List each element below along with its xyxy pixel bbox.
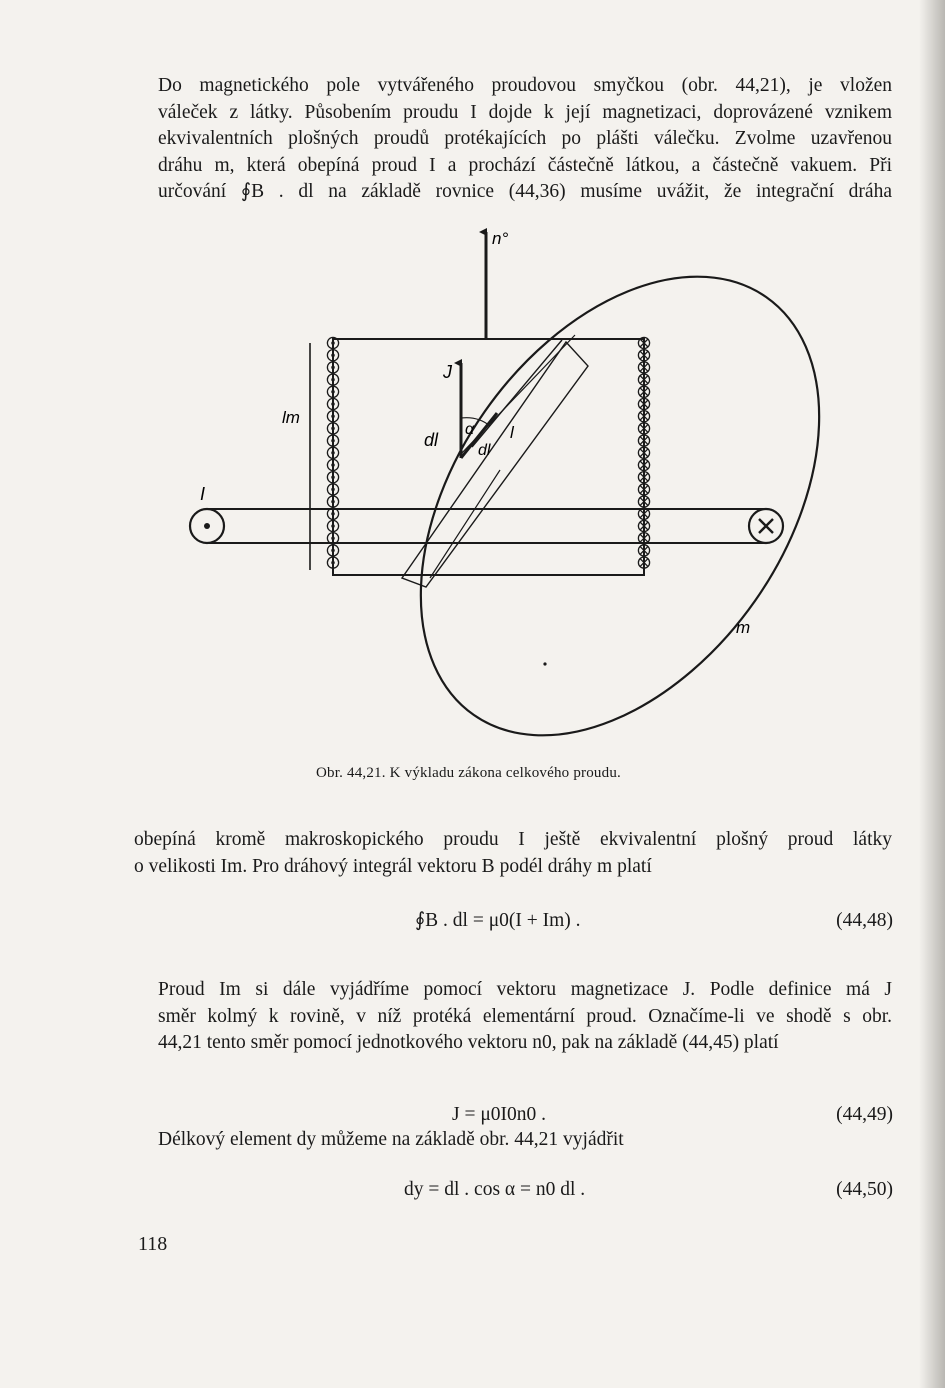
equation-44-48: ∮B . dl = μ0(I + Im) . bbox=[415, 910, 581, 931]
center-dot bbox=[543, 662, 546, 665]
page-number: 118 bbox=[138, 1233, 168, 1255]
figure-caption: Obr. 44,21. K výkladu zákona celkového proudu. bbox=[316, 765, 621, 781]
coil-dot-center bbox=[332, 549, 334, 551]
paragraph-3-line-3: 44,21 tento směr pomocí jednotkového vektoru n0, pak na základě (44,45) platí bbox=[158, 1032, 779, 1053]
coil-dot-center bbox=[332, 403, 334, 405]
equation-44-50-number: (44,50) bbox=[836, 1179, 893, 1200]
coil-dot-center bbox=[332, 464, 334, 466]
coil-dot-center bbox=[332, 513, 334, 515]
label-alpha: α bbox=[465, 421, 475, 438]
coil-dot-center bbox=[332, 525, 334, 527]
label-dl-center: dl bbox=[478, 442, 491, 459]
label-I: I bbox=[200, 484, 206, 504]
paragraph-1-line-4: dráhu m, která obepíná proud I a prochází částečně látkou, a částečně vakuem. Při bbox=[158, 154, 892, 176]
coil-dot-center bbox=[332, 537, 334, 539]
coil-dot-center bbox=[332, 354, 334, 356]
coil-dot-center bbox=[332, 476, 334, 478]
label-J: J bbox=[443, 362, 452, 382]
paragraph-3-line-1: Proud Im si dále vyjádříme pomocí vektoru magnetizace J. Podle definice má J bbox=[158, 979, 892, 1000]
paragraph-1-line-3: ekvivalentních plošných proudů protékajících po plášti válečku. Zvolme uzavřenou bbox=[158, 128, 892, 149]
label-dl-left: dl bbox=[424, 430, 439, 450]
paragraph-2 bbox=[134, 827, 892, 880]
path-strip bbox=[402, 340, 588, 587]
coil-dot-center bbox=[332, 501, 334, 503]
coil-dot-center bbox=[332, 342, 334, 344]
equation-44-50: dy = dl . cos α = n0 dl . bbox=[404, 1179, 586, 1200]
current-loop bbox=[207, 509, 765, 543]
coil-dot-center bbox=[332, 488, 334, 490]
paragraph-3-line-2: směr kolmý k rovině, v níž protéká elementární proud. Označíme-li ve shodě s obr. bbox=[158, 1005, 892, 1027]
coil-dot-center bbox=[332, 562, 334, 564]
coil-dot-center bbox=[332, 415, 334, 417]
label-m: m bbox=[736, 618, 751, 637]
coil-dot-center bbox=[332, 440, 334, 442]
paragraph-1-line-1: Do magnetického pole vytvářeného proudovou smyčkou (obr. 44,21), je vložen bbox=[158, 75, 892, 96]
coil-dot-center bbox=[332, 452, 334, 454]
paragraph-1-line-2: váleček z látky. Působením proudu I dojde k její magnetizaci, doprovázené vznikem bbox=[158, 101, 892, 123]
label-lm: lm bbox=[282, 408, 300, 427]
coil-dot-center bbox=[332, 366, 334, 368]
current-out-dot bbox=[204, 523, 210, 529]
path-m-ellipse bbox=[339, 202, 902, 760]
paragraph-4 bbox=[134, 1127, 892, 1154]
paragraph-1-line-5: určování ∮B . dl na základě rovnice (44,36) musíme uvážit, že integrační dráha bbox=[158, 181, 892, 202]
label-l: l bbox=[510, 423, 514, 442]
equation-44-48-number: (44,48) bbox=[836, 910, 893, 931]
label-n0: n° bbox=[492, 229, 509, 248]
coil-dot-center bbox=[332, 379, 334, 381]
coil-dot-center bbox=[332, 427, 334, 429]
paragraph-3 bbox=[134, 977, 892, 1057]
paragraph-2-line-2: o velikosti Im. Pro dráhový integrál vektoru B podél dráhy m platí bbox=[134, 855, 652, 877]
current-in-cross bbox=[759, 519, 773, 533]
coil-dot-center bbox=[332, 391, 334, 393]
equation-44-49-number: (44,49) bbox=[836, 1104, 893, 1125]
paragraph-4-line-1: Délkový element dy můžeme na základě obr. 44,21 vyjádřit bbox=[158, 1129, 624, 1150]
equation-44-49: J = μ0I0n0 . bbox=[452, 1104, 547, 1125]
paragraph-2-line-1: obepíná kromě makroskopického proudu I ještě ekvivalentní plošný proud látky bbox=[134, 829, 892, 850]
